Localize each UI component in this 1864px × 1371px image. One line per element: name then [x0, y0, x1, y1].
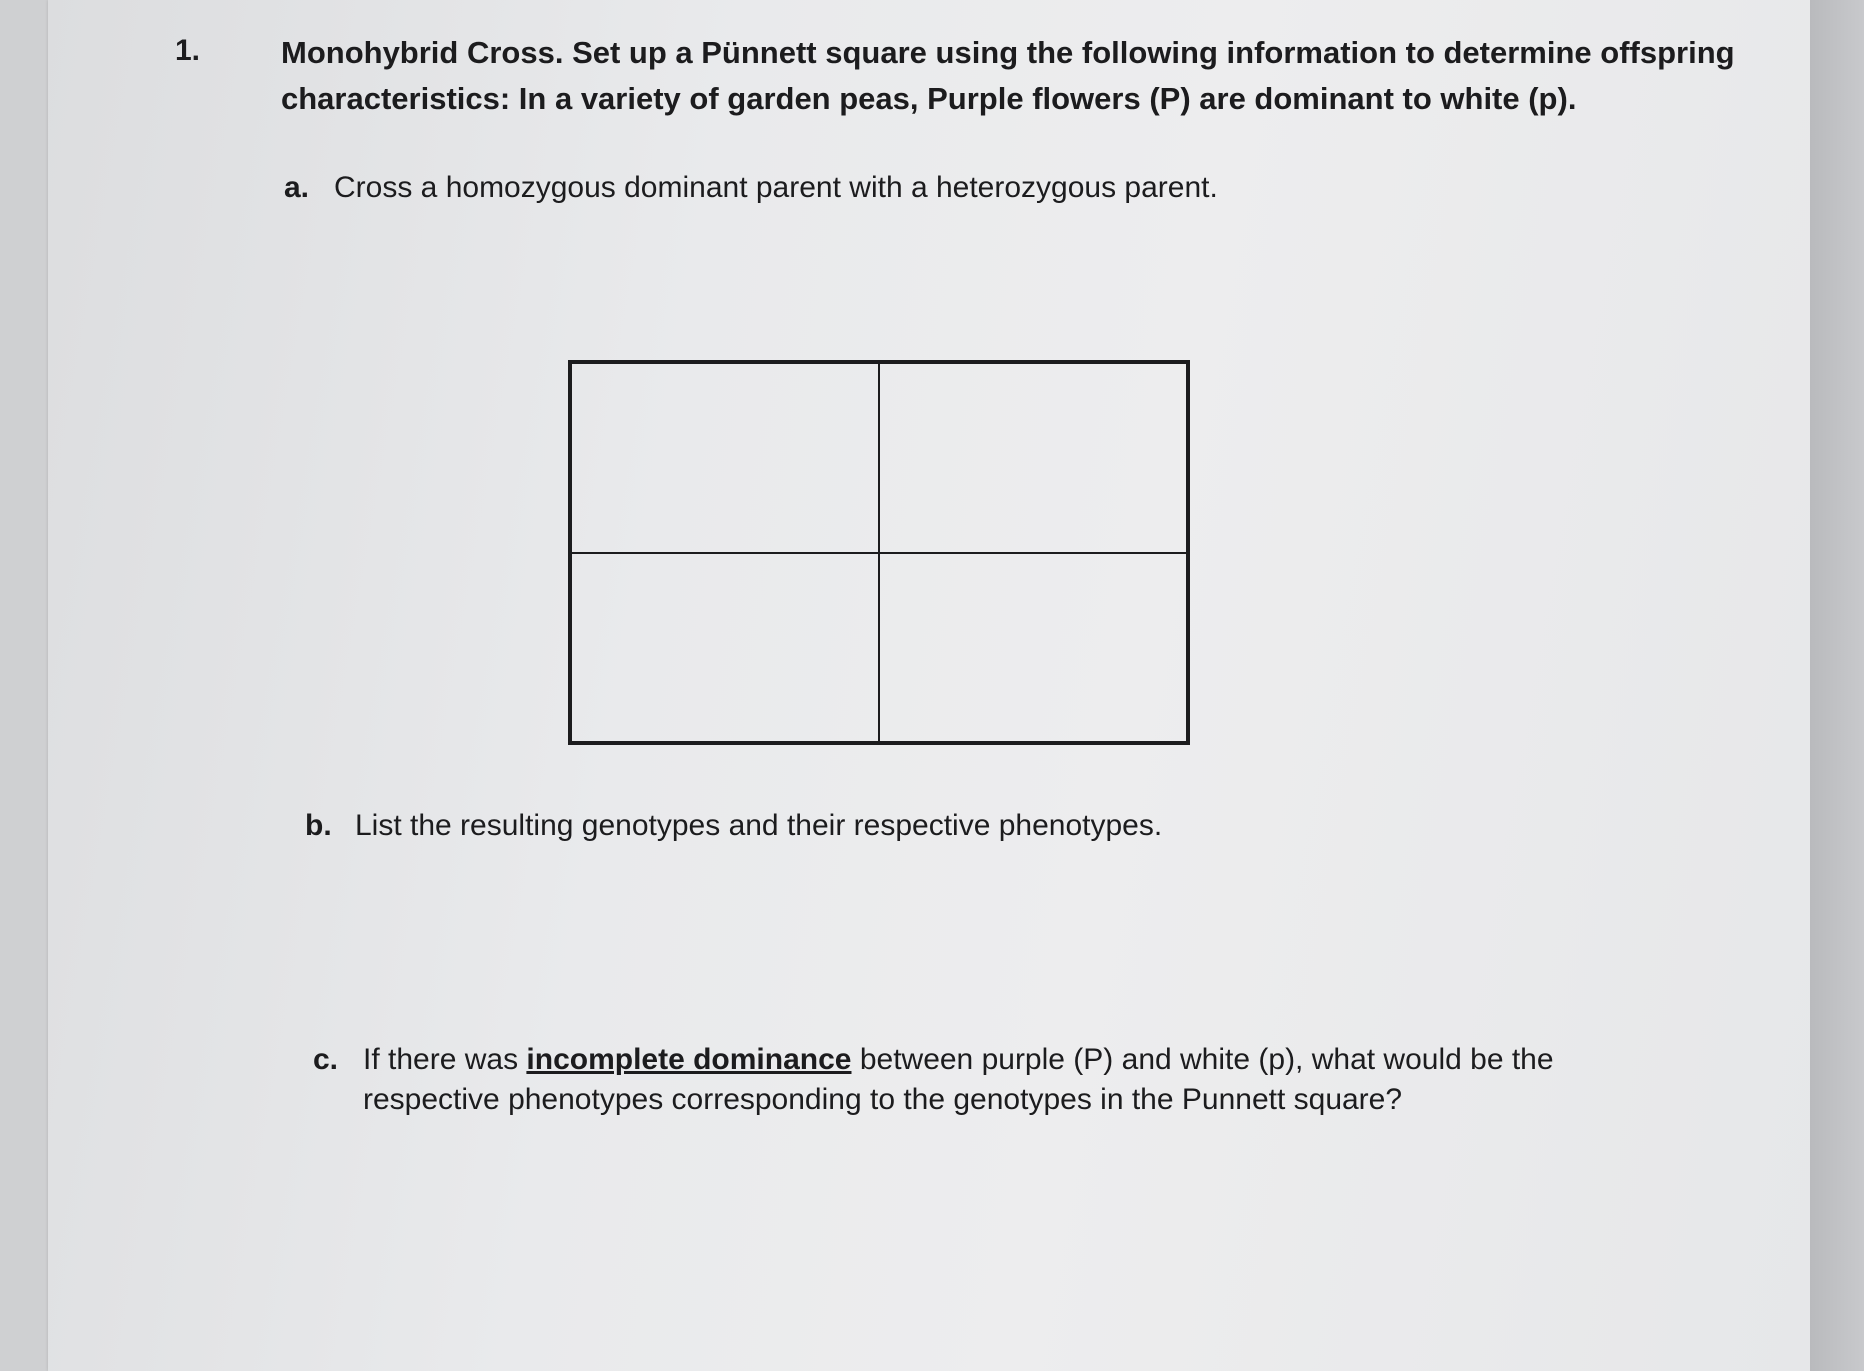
part-c-text-after: between purple (P) and white (p), what would be the [851, 1043, 1554, 1076]
part-a-text: Cross a homozygous dominant parent with a heterozygous parent. [334, 171, 1218, 204]
worksheet-page [48, 0, 1810, 1371]
punnett-cell-bottom-left [571, 553, 879, 743]
part-c-text-before: If there was [363, 1043, 527, 1076]
punnett-square [568, 360, 1190, 745]
punnett-cell-top-right [879, 363, 1187, 553]
part-b-text: List the resulting genotypes and their respective phenotypes. [355, 809, 1163, 842]
part-b-letter: b. [305, 809, 332, 842]
question-number: 1. [175, 34, 201, 67]
punnett-cell-bottom-right [879, 553, 1187, 743]
question-intro-line2: characteristics: In a variety of garden peas, Purple flowers (P) are dominant to white (p). [281, 81, 1577, 116]
part-a-letter: a. [284, 171, 310, 204]
background-edge [1810, 0, 1864, 1371]
part-a [284, 168, 1218, 208]
part-c-line2: respective phenotypes corresponding to the genotypes in the Punnett square? [363, 1083, 1403, 1116]
part-c-emphasis: incomplete dominance [526, 1043, 852, 1076]
part-c [313, 1040, 1693, 1120]
part-b [305, 806, 1162, 846]
question-intro [281, 30, 1801, 122]
question-intro-line1: Monohybrid Cross. Set up a Pünnett square using the following information to determine offspring [281, 35, 1735, 70]
punnett-cell-top-left [571, 363, 879, 553]
part-c-letter: c. [313, 1043, 339, 1076]
